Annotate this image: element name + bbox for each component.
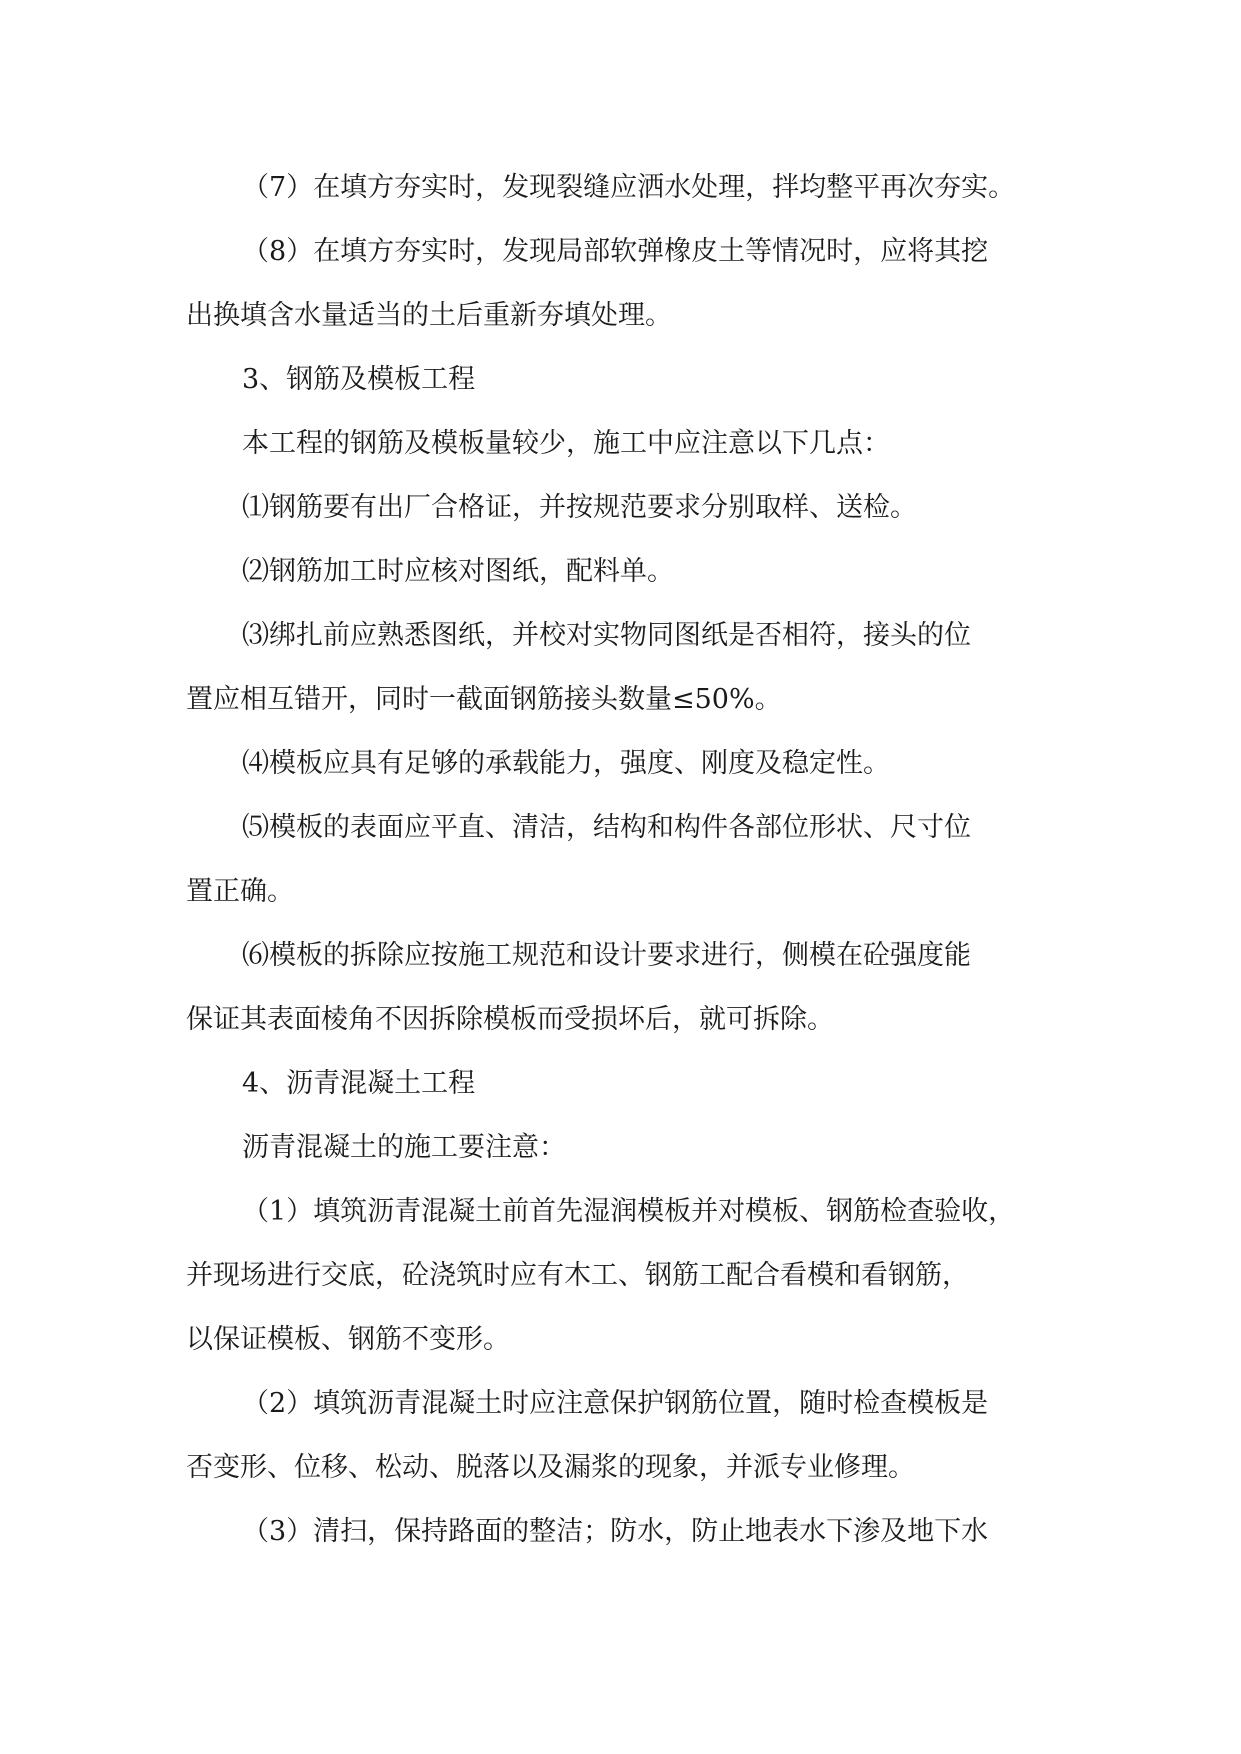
- text-line: 出换填含水量适当的土后重新夯填处理。: [186, 300, 672, 331]
- text-line: 置应相互错开，同时一截面钢筋接头数量≤50%。: [186, 684, 782, 715]
- text-line: 置正确。: [186, 876, 294, 907]
- text-line: 并现场进行交底，砼浇筑时应有木工、钢筋工配合看模和看钢筋，: [186, 1260, 969, 1291]
- text-line: （1）填筑沥青混凝土前首先湿润模板并对模板、钢筋检查验收，: [242, 1196, 1016, 1227]
- text-line: 本工程的钢筋及模板量较少，施工中应注意以下几点：: [242, 428, 890, 459]
- text-line: ⑴钢筋要有出厂合格证，并按规范要求分别取样、送检。: [242, 492, 917, 523]
- text-line: （8）在填方夯实时，发现局部软弹橡皮土等情况时，应将其挖: [242, 236, 989, 267]
- text-line: ⑵钢筋加工时应核对图纸，配料单。: [242, 556, 674, 587]
- text-line: 否变形、位移、松动、脱落以及漏浆的现象，并派专业修理。: [186, 1452, 915, 1483]
- text-line: ⑹模板的拆除应按施工规范和设计要求进行，侧模在砼强度能: [242, 940, 971, 971]
- section-heading: 4、沥青混凝土工程: [242, 1068, 476, 1099]
- text-line: ⑶绑扎前应熟悉图纸，并校对实物同图纸是否相符，接头的位: [242, 620, 971, 651]
- text-line: （3）清扫，保持路面的整洁；防水，防止地表水下渗及地下水: [242, 1516, 989, 1547]
- text-line: 以保证模板、钢筋不变形。: [186, 1324, 510, 1355]
- text-line: ⑸模板的表面应平直、清洁，结构和构件各部位形状、尺寸位: [242, 812, 971, 843]
- text-line: （2）填筑沥青混凝土时应注意保护钢筋位置，随时检查模板是: [242, 1388, 989, 1419]
- section-heading: 3、钢筋及模板工程: [242, 364, 476, 395]
- document-body: [186, 156, 1066, 1564]
- text-line: 沥青混凝土的施工要注意：: [242, 1132, 566, 1163]
- text-line: 保证其表面棱角不因拆除模板而受损坏后，就可拆除。: [186, 1004, 834, 1035]
- text-line: ⑷模板应具有足够的承载能力，强度、刚度及稳定性。: [242, 748, 890, 779]
- text-line: （7）在填方夯实时，发现裂缝应洒水处理，拌均整平再次夯实。: [242, 172, 1016, 203]
